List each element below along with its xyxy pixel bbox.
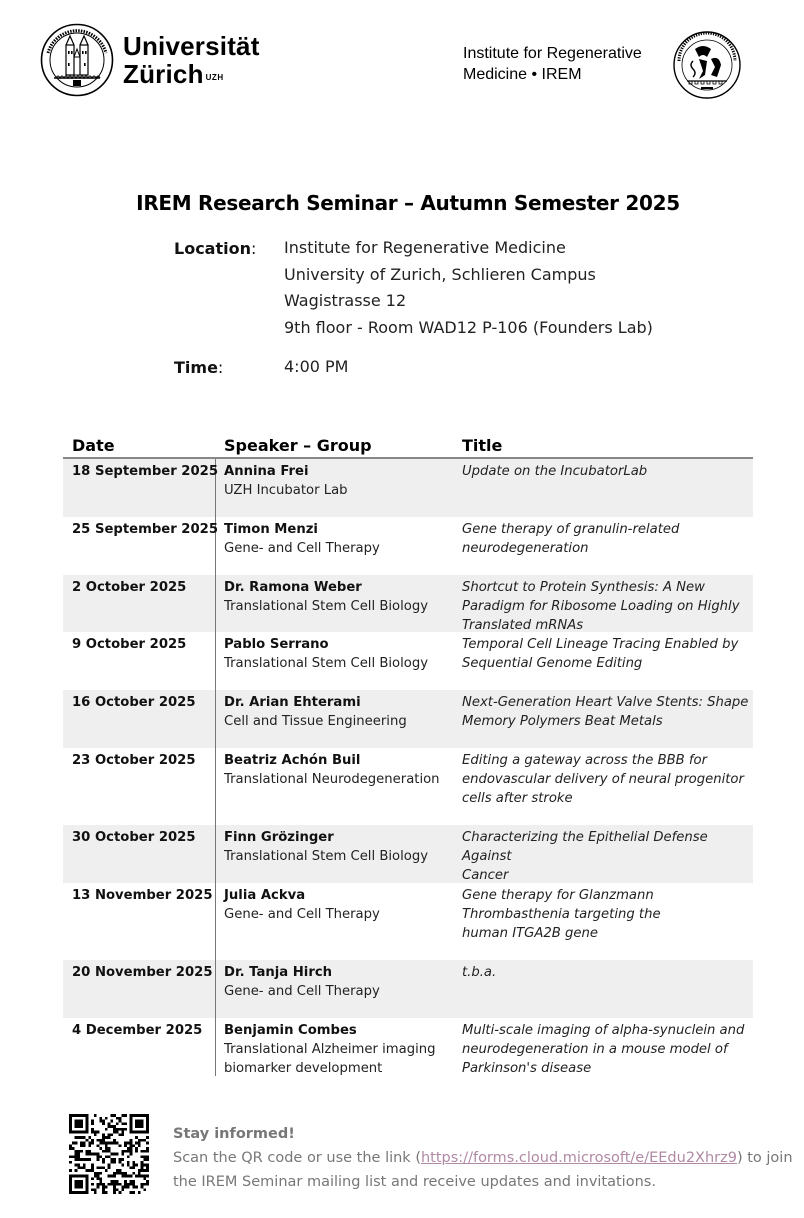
speaker-group: biomarker development (224, 1061, 383, 1076)
talk-title (462, 886, 752, 943)
location-label (174, 239, 256, 258)
talk-title-line: Temporal Cell Lineage Tracing Enabled by (462, 637, 739, 652)
speaker-group: Gene- and Cell Therapy (224, 984, 380, 999)
uzh-seal-logo (40, 23, 114, 97)
location-line: Wagistrasse 12 (284, 291, 407, 310)
location-line: Institute for Regenerative Medicine (284, 238, 566, 257)
talk-title-line: Sequential Genome Editing (462, 656, 643, 671)
talk-title-line: t.b.a. (462, 965, 497, 980)
document-title: IREM Research Seminar – Autumn Semester 2025 (136, 191, 680, 215)
column-divider (215, 960, 216, 1018)
talk-title-line: Gene therapy for Glanzmann (462, 888, 654, 903)
table-row (63, 632, 753, 690)
speaker-group: Translational Stem Cell Biology (224, 656, 429, 671)
talk-title-line: cells after stroke (462, 791, 573, 806)
speaker-name: Timon Menzi (224, 522, 318, 537)
row-speaker-group (224, 751, 454, 789)
talk-title-line: Parkinson's disease (462, 1061, 592, 1076)
qr-code-icon (69, 1114, 149, 1194)
column-header-speaker: Speaker – Group (224, 436, 372, 455)
speaker-name: Dr. Tanja Hirch (224, 965, 333, 980)
talk-title-line: Update on the IncubatorLab (462, 464, 648, 479)
talk-title (462, 578, 752, 635)
footer-text-before: Scan the QR code or use the link ( (173, 1150, 421, 1166)
speaker-name: Pablo Serrano (224, 637, 329, 652)
row-date: 2 October 2025 (72, 580, 187, 595)
column-divider (215, 690, 216, 748)
speaker-name: Julia Ackva (224, 888, 306, 903)
speaker-name: Dr. Ramona Weber (224, 580, 362, 595)
talk-title (462, 828, 752, 885)
footer-heading: Stay informed! (173, 1126, 295, 1142)
row-speaker-group (224, 578, 454, 616)
row-speaker-group (224, 462, 454, 500)
column-divider (215, 1018, 216, 1076)
institute-name (463, 43, 642, 85)
speaker-group: Translational Neurodegeneration (224, 772, 440, 787)
row-date: 18 September 2025 (72, 464, 218, 479)
footer-line-1 (173, 1146, 793, 1170)
row-date: 13 November 2025 (72, 888, 213, 903)
column-header-date: Date (72, 436, 115, 455)
talk-title-line: Next-Generation Heart Valve Stents: Shape (462, 695, 749, 710)
row-date: 20 November 2025 (72, 965, 213, 980)
talk-title-line: Characterizing the Epithelial Defense Against (462, 830, 708, 864)
talk-title-line: endovascular delivery of neural progenitor (462, 772, 744, 787)
talk-title (462, 963, 752, 982)
speaker-name: Benjamin Combes (224, 1023, 357, 1038)
university-line-1: Universität (123, 31, 260, 61)
time-label (174, 358, 223, 377)
row-speaker-group (224, 693, 454, 731)
speaker-group: Gene- and Cell Therapy (224, 907, 380, 922)
talk-title (462, 635, 752, 673)
talk-title (462, 751, 752, 808)
talk-title (462, 520, 752, 558)
speaker-name: Beatriz Achón Buil (224, 753, 361, 768)
row-speaker-group (224, 828, 454, 866)
talk-title-line: Gene therapy of granulin-related (462, 522, 680, 537)
row-date: 23 October 2025 (72, 753, 196, 768)
speaker-name: Finn Grözinger (224, 830, 334, 845)
talk-title-line: neurodegeneration (462, 541, 589, 556)
location-value (284, 235, 653, 341)
talk-title-line: Translated mRNAs (462, 618, 584, 633)
row-speaker-group (224, 886, 454, 924)
talk-title-line: Cancer (462, 868, 509, 883)
row-date: 25 September 2025 (72, 522, 218, 537)
row-speaker-group (224, 963, 454, 1001)
table-row (63, 1018, 753, 1076)
table-row (63, 883, 753, 960)
table-row (63, 690, 753, 748)
footer-line-2: the IREM Seminar mailing list and receive updates and invitations. (173, 1174, 656, 1190)
university-abbr: UZH (205, 73, 224, 82)
location-colon: : (250, 239, 257, 258)
time-colon: : (217, 358, 224, 377)
row-date: 16 October 2025 (72, 695, 196, 710)
talk-title-line: Shortcut to Protein Synthesis: A New (462, 580, 705, 595)
row-speaker-group (224, 635, 454, 673)
institute-line-1: Institute for Regenerative (463, 45, 642, 62)
location-label-text: Location (174, 239, 251, 258)
column-header-title: Title (462, 436, 503, 455)
row-speaker-group (224, 520, 454, 558)
time-label-text: Time (174, 358, 218, 377)
column-divider (215, 748, 216, 825)
column-divider (215, 883, 216, 960)
location-line: University of Zurich, Schlieren Campus (284, 264, 596, 284)
talk-title-line: human ITGA2B gene (462, 926, 598, 941)
seminar-schedule-table (63, 435, 753, 1076)
speaker-name: Annina Frei (224, 464, 309, 479)
talk-title-line: Thrombasthenia targeting the (462, 907, 661, 922)
table-body (63, 459, 753, 1076)
column-divider (215, 632, 216, 690)
location-line: 9th floor - Room WAD12 P-106 (Founders Lab) (284, 317, 653, 337)
row-date: 30 October 2025 (72, 830, 196, 845)
table-row (63, 459, 753, 517)
footer-text-after: ) to join (736, 1150, 793, 1166)
table-row (63, 575, 753, 632)
table-row (63, 825, 753, 883)
table-row (63, 748, 753, 825)
column-divider (215, 575, 216, 632)
mailing-list-link[interactable]: https://forms.cloud.microsoft/e/EEdu2Xhrz9 (420, 1150, 737, 1166)
speaker-group: Translational Stem Cell Biology (224, 599, 429, 614)
speaker-group: Translational Stem Cell Biology (224, 849, 429, 864)
speaker-group: Translational Alzheimer imaging (224, 1042, 436, 1057)
speaker-group: UZH Incubator Lab (224, 483, 348, 498)
irem-seal-logo (673, 31, 741, 99)
speaker-group: Gene- and Cell Therapy (224, 541, 380, 556)
table-header (63, 435, 753, 459)
talk-title-line: Memory Polymers Beat Metals (462, 714, 663, 729)
talk-title (462, 1021, 752, 1078)
footer-note (173, 1122, 793, 1194)
talk-title-line: Multi-scale imaging of alpha-synuclein and (462, 1023, 745, 1038)
table-row (63, 517, 753, 575)
column-divider (215, 825, 216, 883)
row-speaker-group (224, 1021, 454, 1078)
talk-title (462, 693, 752, 731)
talk-title-line: Paradigm for Ribosome Loading on Highly (462, 599, 740, 614)
university-wordmark (123, 32, 260, 88)
row-date: 9 October 2025 (72, 637, 187, 652)
time-value: 4:00 PM (284, 357, 349, 376)
table-row (63, 960, 753, 1018)
row-date: 4 December 2025 (72, 1023, 203, 1038)
talk-title-line: Editing a gateway across the BBB for (462, 753, 708, 768)
university-line-2: Zürich (123, 59, 204, 89)
talk-title-line: neurodegeneration in a mouse model of (462, 1042, 728, 1057)
talk-title (462, 462, 752, 481)
speaker-name: Dr. Arian Ehterami (224, 695, 361, 710)
institute-line-2: Medicine • IREM (463, 66, 582, 83)
speaker-group: Cell and Tissue Engineering (224, 714, 407, 729)
